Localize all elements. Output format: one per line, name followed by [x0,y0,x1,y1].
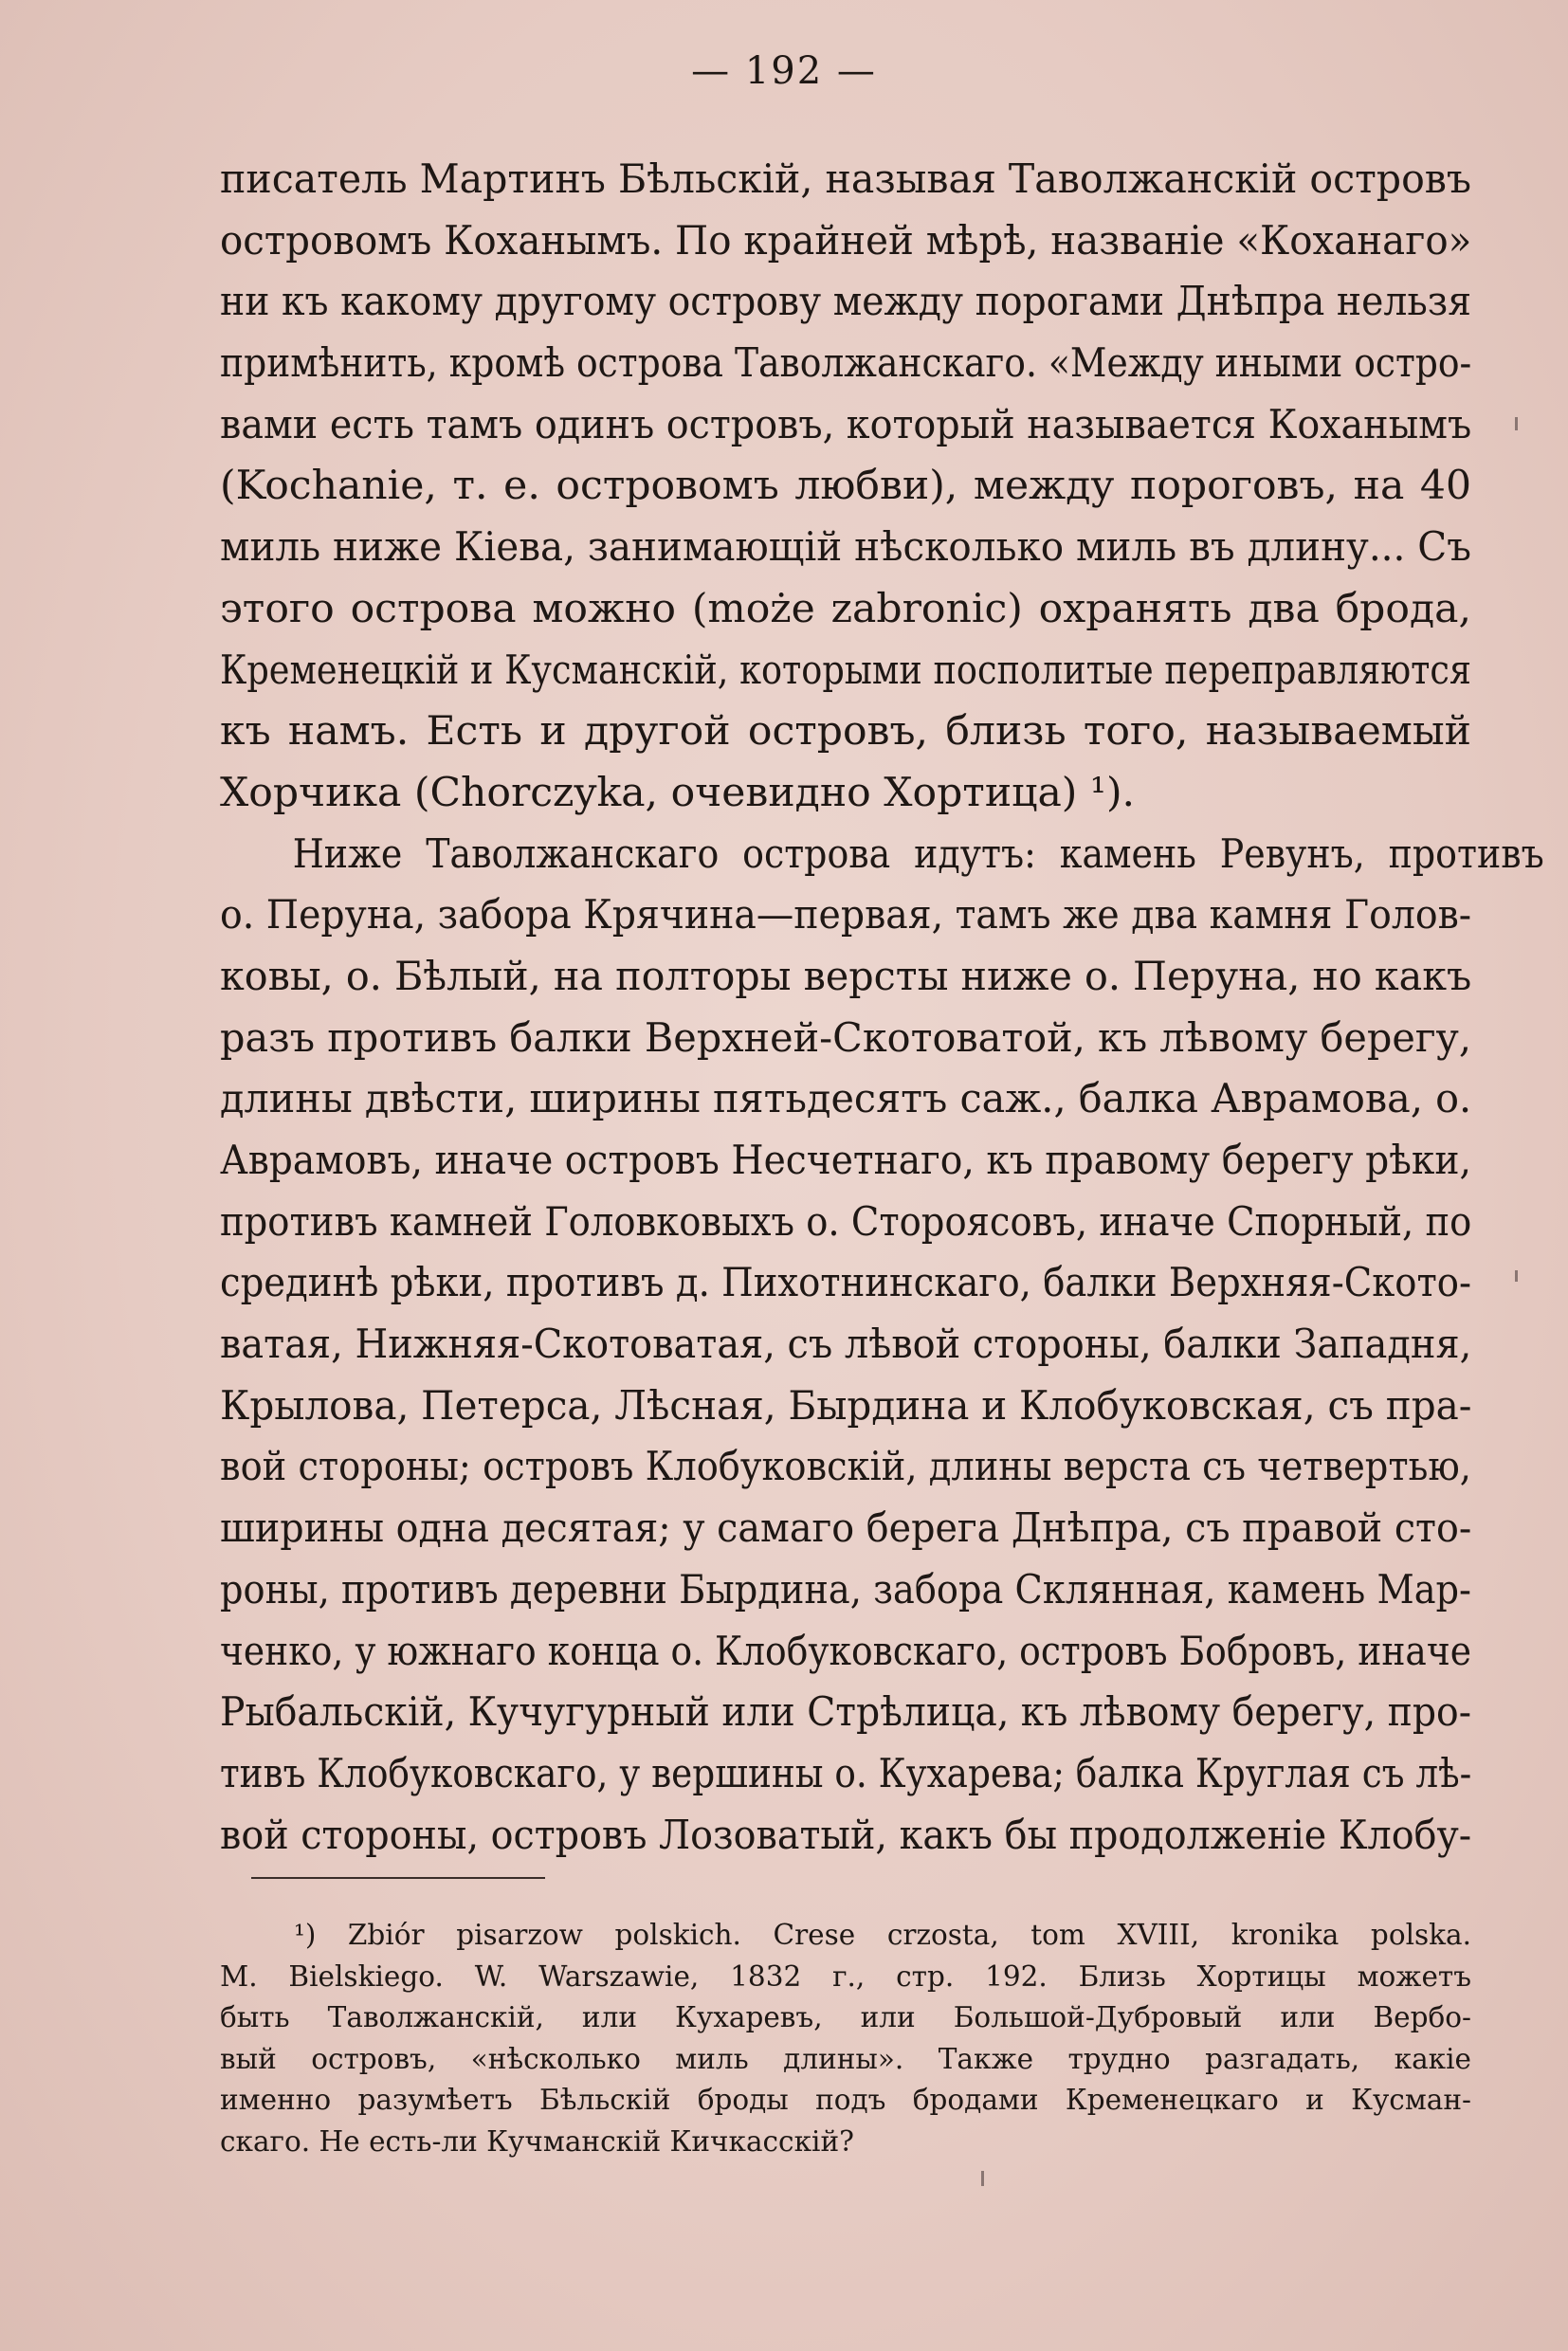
text-line: Крылова, Петерса, Лѣсная, Бырдина и Клобуковская, съ пра- [220,1382,1472,1430]
margin-mark [981,2171,984,2186]
footnote-line: вый островъ, «нѣсколько миль длины». Также трудно разгадать, какіе [220,2042,1471,2075]
text-line: тивъ Клобуковскаго, у вершины о. Кухарева; балка Круглая съ лѣ- [220,1750,1472,1797]
footnote-line: скаго. Не есть-ли Кучманскій Кичкасскій? [220,2124,854,2158]
text-line: Ниже Таволжанскаго острова идутъ: камень Ревунъ, противъ [292,830,1544,878]
text-line: ватая, Нижняя-Скотоватая, съ лѣвой стороны, балки Западня, [220,1321,1472,1369]
footnote [220,1915,1471,2163]
margin-mark [1515,417,1518,430]
footnote-line: именно разумѣетъ Бѣльскій броды подъ бродами Кременецкаго и Кусман- [220,2084,1471,2117]
text-line: о. Перуна, забора Крячина—первая, тамъ же два камня Голов- [220,892,1472,939]
main-text [220,150,1544,1867]
text-line: роны, противъ деревни Бырдина, забора Склянная, камень Мар- [220,1566,1471,1613]
text-line: примѣнить, кромѣ острова Таволжанскаго. «Между иными остро- [220,340,1472,388]
text-line: ширины одна десятая; у самаго берега Днѣпра, съ правой сто- [220,1505,1472,1553]
text-line: срединѣ рѣки, противъ д. Пихотнинскаго, балки Верхняя-Ското- [220,1260,1471,1307]
text-line: этого острова можно (może zabronic) охранять два брода, [220,585,1471,632]
text-line: Рыбальскій, Кучугурный или Стрѣлица, къ лѣвому берегу, про- [220,1689,1471,1737]
footnote-line: быть Таволжанскій, или Кухаревъ, или Большой-Дубровый или Вербо- [220,2001,1471,2034]
text-line: писатель Мартинъ Бѣльскій, называя Таволжанскій островъ [220,156,1471,203]
text-line: миль ниже Кіева, занимающій нѣсколько миль въ длину... Съ [220,524,1471,572]
text-line: разъ противъ балки Верхней-Скотоватой, къ лѣвому берегу, [220,1014,1471,1062]
text-line: ченко, у южнаго конца о. Клобуковскаго, островъ Бобровъ, иначе [220,1628,1471,1675]
text-line: ковы, о. Бѣлый, на полторы версты ниже о. Перуна, но какъ [220,953,1472,1000]
text-line: противъ камней Головковыхъ о. Стороясовъ, иначе Спорный, по [220,1198,1472,1246]
text-line: длины двѣсти, ширины пятьдесятъ саж., балка Аврамова, о. [220,1076,1472,1123]
page-number: — 192 — [691,49,877,93]
footnote-line: ¹) Zbiór pisarzow polskich. Crese crzosta, tom XVIII, kronika polska. [294,1919,1471,1951]
text-line: вой стороны; островъ Клобуковскій, длины верста съ четвертью, [220,1444,1471,1491]
text-line: къ намъ. Есть и другой островъ, близь того, называемый [220,708,1471,756]
text-line: вой стороны, островъ Лозоватый, какъ бы продолженіе Клобу- [220,1812,1472,1859]
margin-mark [1515,1270,1518,1282]
text-line: (Kochanie, т. е. островомъ любви), между пороговъ, на 40 [220,463,1471,510]
footnote-line: M. Bielskiego. W. Warszawie, 1832 г., стр. 192. Близь Хортицы можетъ [220,1959,1471,1993]
text-line: вами есть тамъ одинъ островъ, который называется Коханымъ [220,401,1472,448]
footnote-divider [251,1877,545,1879]
text-line: Хорчика (Chorczyka, очевидно Хортица) ¹). [220,769,1136,816]
text-line: островомъ Коханымъ. По крайней мѣрѣ, названіе «Коханаго» [220,217,1472,264]
text-line: Аврамовъ, иначе островъ Несчетнаго, къ правому берегу рѣки, [220,1138,1471,1184]
text-line: Кременецкій и Кусманскій, которыми посполитые переправляются [220,647,1471,694]
text-line: ни къ какому другому острову между порогами Днѣпра нельзя [220,279,1471,326]
